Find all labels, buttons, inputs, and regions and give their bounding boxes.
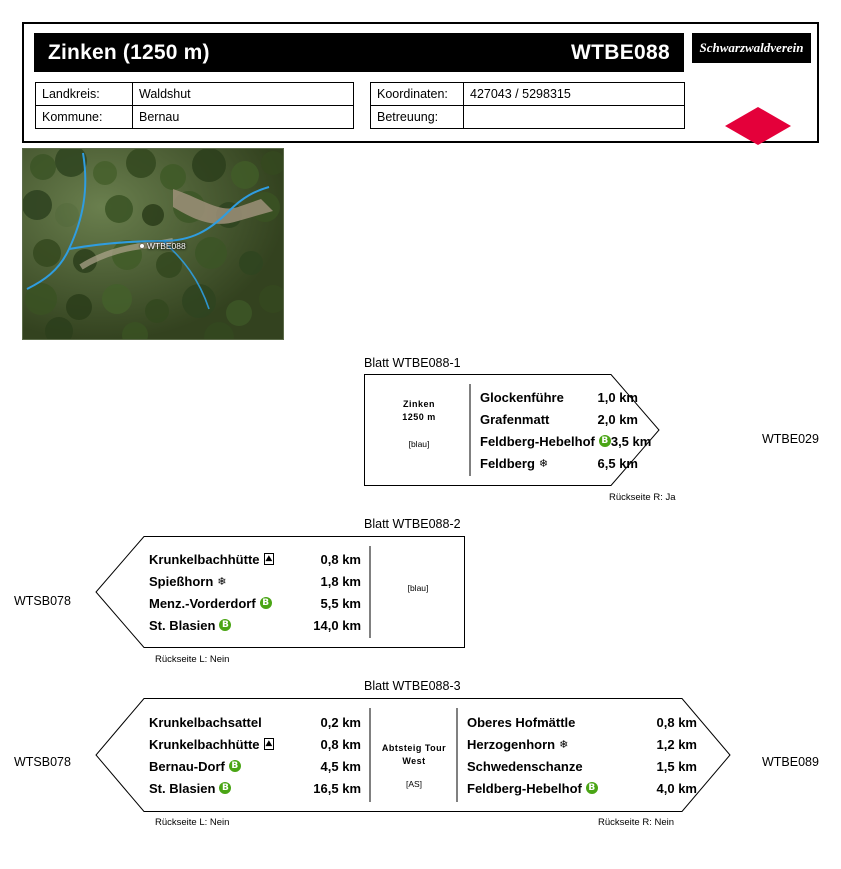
snowflake-icon: ❄ [538,456,549,470]
sign-center-tag: [blau] [408,439,430,450]
sheet-label-2: Blatt WTBE088-2 [364,517,461,531]
destination-name: Feldberg-Hebelhof B [467,781,657,796]
sign-sheet-1 [364,374,660,486]
map-marker-icon [140,244,144,248]
endpoint-left-3: WTSB078 [14,755,71,769]
map-marker-label: WTBE088 [147,241,186,251]
destination-list-1 [480,386,652,474]
bus-icon: B [219,619,231,631]
kommune-value: Bernau [133,106,354,129]
endpoint-left-2: WTSB078 [14,594,71,608]
destination-distance: 14,0 km [313,617,361,633]
table-row [36,106,354,129]
landkreis-value: Waldshut [133,83,354,106]
list-item [480,430,652,452]
schwarzwaldverein-diamond-icon [724,106,792,146]
bus-icon: B [260,597,272,609]
sign-center-name: Abtsteig Tour West [381,743,447,767]
bus-icon: B [229,760,241,772]
destination-name: Schwedenschanze [467,758,583,774]
list-item [480,452,638,474]
location-map[interactable] [22,148,284,340]
rueckseite-left-3: Rückseite L: Nein [155,817,230,828]
endpoint-right-3: WTBE089 [762,755,819,769]
betreuung-label: Betreuung: [371,106,464,129]
list-item [149,614,361,636]
sheet-label-3: Blatt WTBE088-3 [364,679,461,693]
kommune-label: Kommune: [36,106,133,129]
rueckseite-right-3: Rückseite R: Nein [598,817,675,828]
destination-distance: 4,5 km [320,758,361,774]
destination-name: Feldberg-Hebelhof B [480,434,611,449]
destination-name: Menz.-Vorderdorf B [149,596,321,611]
sign-code: WTBE088 [571,40,670,64]
list-item [467,711,697,733]
info-table-right [370,82,685,129]
destination-name: Oberes Hofmättle [467,714,576,730]
list-item [149,777,361,799]
destination-distance: 0,8 km [320,736,361,752]
info-table-left [35,82,354,129]
destination-distance: 0,2 km [320,714,361,730]
snowflake-icon: ❄ [559,737,569,751]
sheet-label-1: Blatt WTBE088-1 [364,356,461,370]
list-item [467,755,697,777]
list-item [149,592,361,614]
sign-center-tag: [AS] [405,779,423,790]
endpoint-right-1: WTBE029 [762,432,819,446]
destination-name: Krunkelbachhütte ⛰ [149,736,273,752]
list-item [149,570,361,592]
sign-sheet-3 [95,698,731,812]
sign-center-tag: [blau] [407,583,429,593]
table-row [371,106,685,129]
title-bar [34,33,684,72]
rueckseite-right-1: Rückseite R: Ja [609,492,676,503]
sign-center-name: Zinken [402,399,435,409]
destination-name: Krunkelbachsattel [149,714,262,730]
destination-list-2 [149,548,361,636]
destination-distance: 0,8 km [656,714,697,730]
snowflake-icon: ❄ [217,574,227,588]
destination-name: Feldberg ❄ [480,455,549,471]
destination-distance: 1,0 km [597,389,638,405]
list-item [149,711,361,733]
destination-distance: 1,5 km [656,758,697,774]
list-item [467,733,697,755]
sign-center-elevation: 1250 m [402,412,436,423]
list-item [149,755,361,777]
sign-center-block-2 [378,582,458,594]
destination-distance: 6,5 km [597,455,638,471]
destination-distance: 1,2 km [656,736,697,752]
list-item [480,408,638,430]
destination-distance: 16,5 km [313,780,361,796]
destination-distance: 2,0 km [597,411,638,427]
destination-name: St. Blasien B [149,781,313,796]
rueckseite-left-2: Rückseite L: Nein [155,654,230,665]
list-item [149,733,361,755]
list-item [480,386,638,408]
destination-name: Grafenmatt [480,411,550,427]
sign-center-block-3 [375,742,453,790]
destination-list-3-left [149,711,361,799]
bus-icon: B [219,782,231,794]
koordinaten-value: 427043 / 5298315 [464,83,685,106]
destination-name: Glockenführe [480,389,564,405]
bus-icon: B [599,435,611,447]
destination-name: Bernau-Dorf B [149,759,321,774]
koordinaten-label: Koordinaten: [371,83,464,106]
destination-distance: 4,0 km [656,780,697,796]
page-title: Zinken (1250 m) [48,40,210,64]
bus-icon: B [586,782,598,794]
sign-sheet-2 [95,536,465,648]
hut-icon: ⛰ [265,739,273,748]
destination-name: Herzogenhorn ❄ [467,736,569,752]
destination-distance: 1,8 km [320,573,361,589]
landkreis-label: Landkreis: [36,83,133,106]
hut-icon: ⛰ [265,554,273,563]
destination-distance: 3,5 km [610,433,652,449]
destination-list-3-right [467,711,697,799]
destination-name: Spießhorn ❄ [149,573,227,589]
list-item [467,777,697,799]
destination-distance: 0,8 km [320,551,361,567]
destination-name: St. Blasien B [149,618,313,633]
list-item [149,548,361,570]
organization-logo-text: Schwarzwaldverein [699,40,804,55]
betreuung-value [464,106,685,129]
sign-center-block-1 [372,398,466,450]
organization-logo [692,33,811,63]
destination-name: Krunkelbachhütte ⛰ [149,551,273,567]
table-row [371,83,685,106]
destination-distance: 5,5 km [320,595,361,611]
header-panel [22,22,819,143]
table-row [36,83,354,106]
